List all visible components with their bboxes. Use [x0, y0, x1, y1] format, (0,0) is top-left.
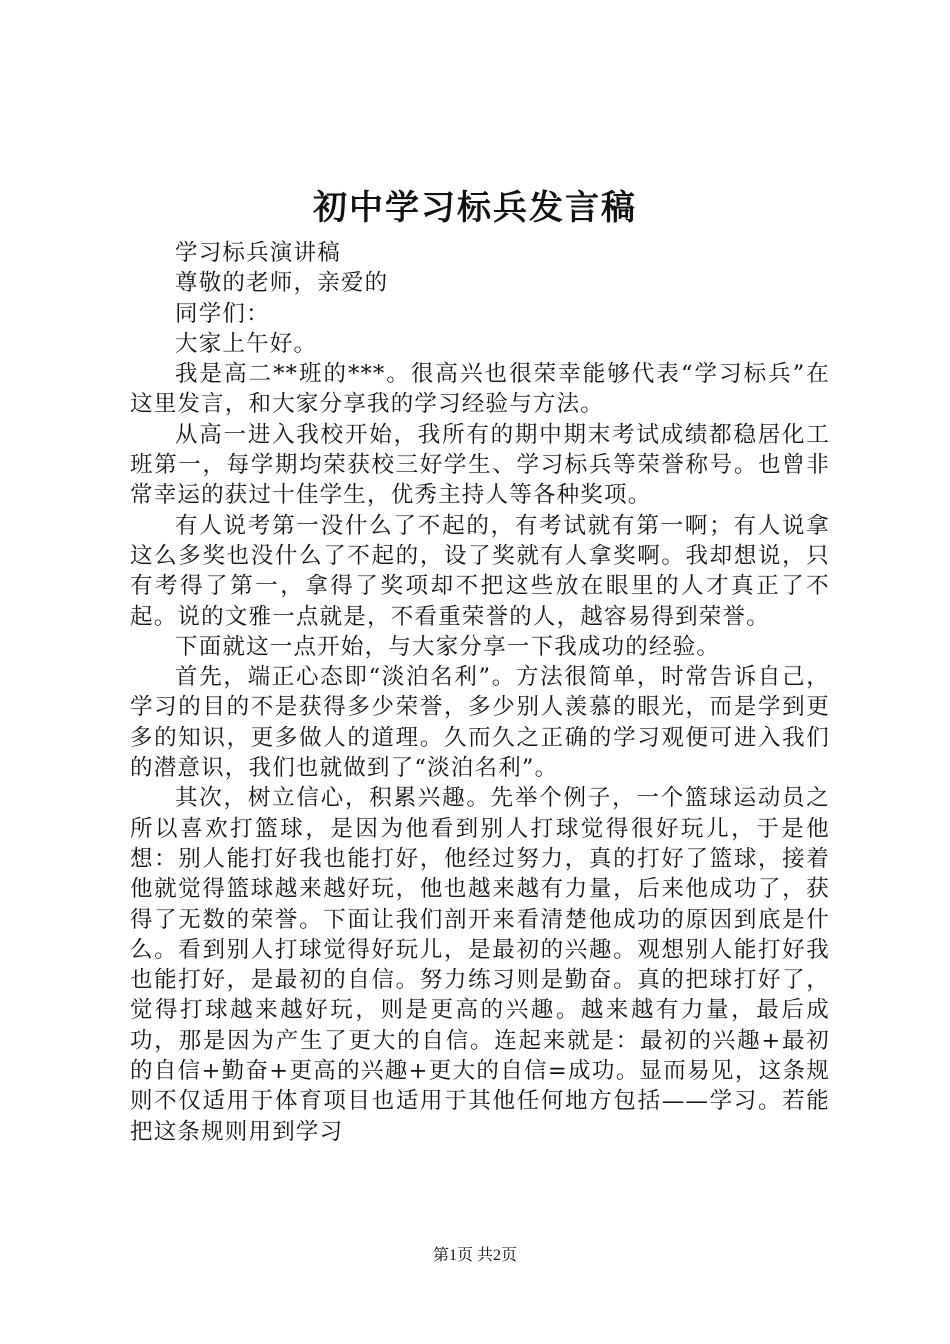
paragraph: 学习标兵演讲稿 [175, 240, 341, 266]
document-body [130, 238, 830, 1147]
paragraph: 有人说考第一没什么了不起的，有考试就有第一啊；有人说拿这么多奖也没什么了不起的，设了奖就有人拿奖啊。我却想说，只有考得了第一，拿得了奖项却不把这些放在眼里的人才真正了不起。说的文雅一点就是，不看重荣誉的人，越容易得到荣誉。 [130, 512, 830, 630]
paragraph: 下面就这一点开始，与大家分享一下我成功的经验。 [175, 633, 721, 660]
paragraph: 尊敬的老师，亲爱的 [175, 270, 389, 297]
page-footer: 第1页 共2页 [432, 1247, 517, 1264]
paragraph: 首先，端正心态即“淡泊名利”。方法很简单，时常告诉自己，学习的目的不是获得多少荣誉，多少别人羡慕的眼光，而是学到更多的知识，更多做人的道理。久而久之正确的学习观便可进入我们的潜意识，我们也就做到了“淡泊名利”。 [130, 664, 830, 782]
paragraph: 同学们： [175, 300, 270, 327]
paragraph: 我是高二**班的***。很高兴也很荣幸能够代表“学习标兵”在这里发言，和大家分享我的学习经验与方法。 [130, 361, 830, 418]
paragraph: 从高一进入我校开始，我所有的期中期末考试成绩都稳居化工班第一，每学期均荣获校三好学生、学习标兵等荣誉称号。也曾非常幸运的获过十佳学生，优秀主持人等各种奖项。 [130, 421, 830, 509]
document-title: 初中学习标兵发言稿 [313, 188, 637, 228]
paragraph: 其次，树立信心，积累兴趣。先举个例子，一个篮球运动员之所以喜欢打篮球，是因为他看到别人打球觉得很好玩儿，于是他想：别人能打好我也能打好，他经过努力，真的打好了篮球，接着他就觉得篮球越来越好玩，他也越来越有力量，后来他成功了，获得了无数的荣誉。下面让我们剖开来看清楚他成功的原因到底是什么。看到别人打球觉得好玩儿，是最初的兴趣。观想别人能打好我也能打好，是最初的自信。努力练习则是勤奋。真的把球打好了，觉得打球越来越好玩，则是更高的兴趣。越来越有力量，最后成功，那是因为产生了更大的自信。连起来就是：最初的兴趣+最初的自信+勤奋+更高的兴趣+更大的自信=成功。显而易见，这条规则不仅适用于体育项目也适用于其他任何地方包括——学习。若能把这条规则用到学习 [130, 785, 830, 1145]
paragraph: 大家上午好。 [175, 330, 318, 357]
